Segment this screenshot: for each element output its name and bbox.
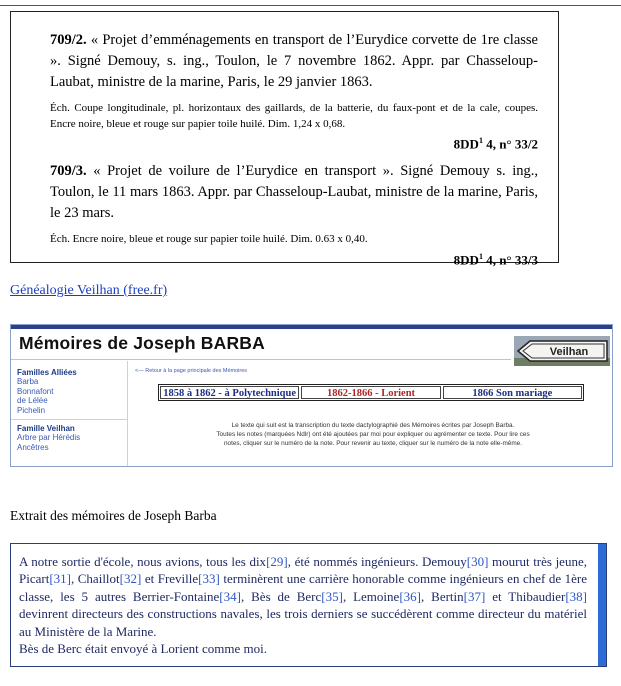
extrait-title: Extrait des mémoires de Joseph Barba (10, 508, 217, 523)
top-divider (0, 5, 621, 6)
extrait-quote-box (10, 543, 607, 667)
memoires-top-bar (11, 325, 612, 329)
footnote-38-link[interactable]: [38] (565, 588, 587, 604)
footnote-32-link[interactable]: [32] (119, 571, 142, 587)
veilhan-sign-label: Veilhan (549, 346, 589, 358)
sidebar-head-famille-veilhan: Famille Veilhan (17, 424, 75, 433)
back-to-main-link[interactable]: <— Retour à la page principale des Mémoires (135, 368, 248, 374)
entry-709-3-number: 709/3. (50, 163, 87, 180)
memoires-title: Mémoires de Joseph BARBA (19, 333, 265, 353)
entry-709-2-reference: $8DD^1$ 4, n° 33/2 (453, 136, 538, 152)
footnote-35-link[interactable]: [35] (321, 588, 343, 604)
sidebar-item-bonnafont[interactable]: Bonnafont (17, 386, 54, 396)
tab-lorient[interactable]: 1862-1866 - Lorient (301, 386, 440, 399)
entry-709-3-title: 709/3. « Projet de voilure de l’Eurydice en transport ». Signé Demouy s. ing., Toulon, le 11 mars 1863. Appr. par Chasseloup-Laubat, ministre de la marine, Paris, le 23 mars. (50, 163, 538, 222)
sidebar-item-barba[interactable]: Barba (17, 377, 39, 386)
entry-709-2-title: 709/2. « Projet d’emménagements en transport de l’Eurydice corvette de 1re classe ». Signé Demouy, s. ing., Toulon, le 7 novembre 1862. Appr. par Chasseloup-Laubat, ministre de la marine, Paris, le 29 janvier 1863. (50, 32, 538, 90)
entry-709-3-reference: $8DD^1$ 4, n° 33/3 (453, 251, 538, 268)
sidebar-item-arbre-heredis[interactable]: Arbre par Hérédis (17, 433, 81, 442)
sidebar-item-pichelin[interactable]: Pichelin (17, 405, 46, 415)
entry-709-2-detail: Éch. Coupe longitudinale, pl. horizontaux des gaillards, de la batterie, du faux-pont et de la cale, coupes. Encre noire, bleue et rouge sur papier toile huilé. Dim. 1,24 x 0,68. (50, 102, 538, 130)
tab-polytechnique[interactable]: 1858 à 1862 - à Polytechnique (160, 386, 299, 399)
memoires-intro-text: Le texte qui suit est la transcription du texte dactylographié des Mémoires écrites par Joseph Barba. Toutes les notes (marquées Ndlr) ont été ajoutées par moi pour expliquer ou agrémenter ce texte. Pour lire ces notes, cliquer sur le numéro de la note. Pour revenir au texte, cliquer sur le numéro de la note elle-même. (216, 422, 530, 447)
footnote-30-link[interactable]: [30] (466, 554, 489, 569)
footnote-37-link[interactable]: [37] (463, 588, 486, 604)
tab-son-mariage[interactable]: 1866 Son mariage (443, 386, 582, 399)
archive-entries-box (10, 11, 559, 268)
memoires-title-rule (11, 359, 511, 360)
footnote-29-link[interactable]: [29] (266, 554, 288, 569)
memoires-sidebar (11, 361, 128, 467)
footnote-33-link[interactable]: [33] (198, 571, 220, 587)
veilhan-signpost-icon (514, 336, 610, 366)
sidebar-item-ancetres[interactable]: Ancêtres (17, 442, 49, 452)
quote-paragraph: A notre sortie d'école, nous avions, tous les dix[29], été nommés ingénieurs. Demouy[30] mourut très jeune, Picart[31], Chaillot[32] et Freville[33] terminèrent une carrière honorable comme ingénieurs en chef de 1ère classe, les 5 autres Berrier-Fontaine[34], Bès de Berc[35], Lemoine[36], Bertin[37] et Thibaudier[38] devinrent directeurs des constructions navales, les trois derniers se succédèrent comme directeur du matériel au Ministère de la Marine. (19, 554, 587, 639)
memoires-page-preview (10, 324, 613, 467)
memoires-tabs (158, 384, 584, 401)
genealogie-veilhan-link[interactable]: Généalogie Veilhan (free.fr) (10, 283, 168, 298)
footnote-36-link[interactable]: [36] (399, 588, 421, 604)
sidebar-head-familles-alliees: Familles Alliées (17, 368, 77, 377)
footnote-31-link[interactable]: [31] (49, 571, 71, 587)
entry-709-2-number: 709/2. (50, 32, 87, 48)
quote-accent-bar (598, 544, 606, 666)
sidebar-divider (11, 419, 127, 420)
quote-second-line: Bès de Berc était envoyé à Lorient comme moi. (19, 641, 267, 657)
footnote-34-link[interactable]: [34] (219, 588, 241, 604)
entry-709-3-detail: Éch. Encre noire, bleue et rouge sur papier toile huilé. Dim. 0.63 x 0,40. (50, 233, 368, 246)
sidebar-item-de-lelee[interactable]: de Lélée (17, 396, 48, 405)
